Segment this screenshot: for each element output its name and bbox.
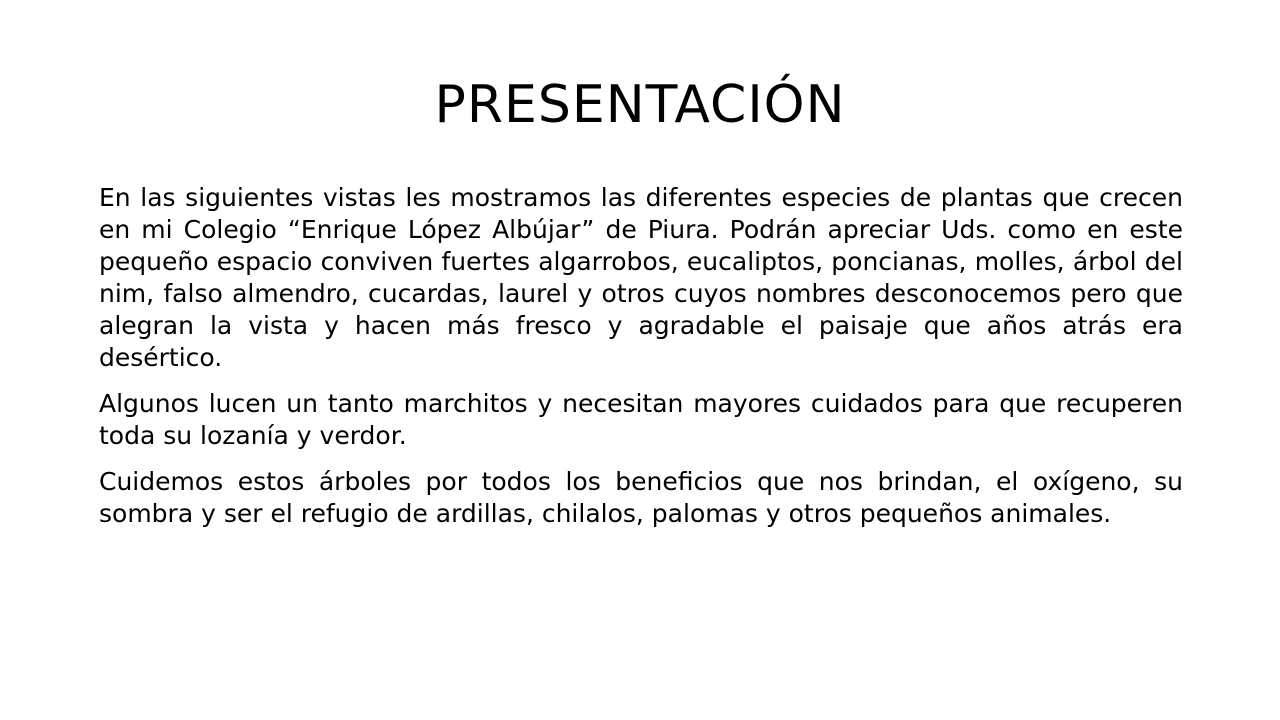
paragraph-intro: En las siguientes vistas les mostramos las diferentes especies de plantas que crecen en mi Colegio “Enrique López Albújar” de Piura. Podrán apreciar Uds. como en este pequeño espacio conviven fuertes algarrobos, eucaliptos, poncianas, molles, árbol del nim, falso almendro, cucardas, laurel y otros cuyos nombres desconocemos pero que alegran la vista y hacen más fresco y agradable el paisaje que años atrás era desértico. xyxy=(99,183,1183,372)
slide-body xyxy=(99,182,1183,544)
paragraph-benefits: Cuidemos estos árboles por todos los beneficios que nos brindan, el oxígeno, su sombra y ser el refugio de ardillas, chilalos, palomas y otros pequeños animales. xyxy=(99,467,1183,528)
slide-title: PRESENTACIÓN xyxy=(434,75,846,135)
paragraph-care: Algunos lucen un tanto marchitos y necesitan mayores cuidados para que recuperen toda su lozanía y verdor. xyxy=(99,389,1183,450)
